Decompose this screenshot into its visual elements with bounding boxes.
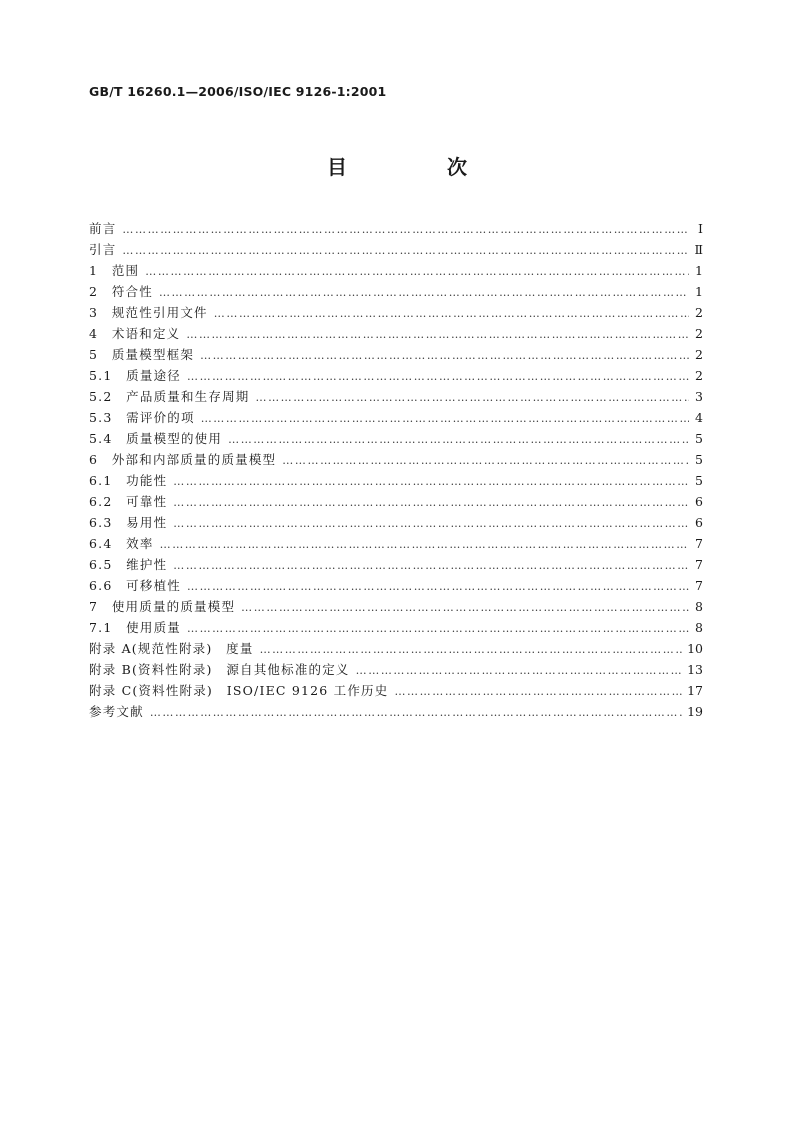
toc-entry-page: 2 bbox=[695, 305, 703, 320]
toc-title: 目 次 bbox=[327, 155, 507, 179]
toc-entry-normative-references[interactable] bbox=[89, 302, 703, 323]
toc-entry-page: 17 bbox=[687, 683, 703, 698]
toc-entry-6-2[interactable] bbox=[89, 491, 703, 512]
toc-entry-page: 13 bbox=[687, 662, 703, 677]
toc-entry-page: 2 bbox=[695, 326, 703, 341]
toc-entry-7-1[interactable] bbox=[89, 617, 703, 638]
toc-leader-dots bbox=[200, 345, 689, 366]
toc-leader-dots bbox=[122, 219, 689, 240]
toc-entry-label: 4 术语和定义 bbox=[89, 326, 181, 341]
toc-entry-label: 5.4 质量模型的使用 bbox=[89, 431, 223, 446]
toc-entry-label: 参考文献 bbox=[89, 704, 144, 719]
toc-entry-6-3[interactable] bbox=[89, 512, 703, 533]
table-of-contents bbox=[89, 218, 703, 722]
toc-leader-dots bbox=[187, 576, 689, 597]
toc-entry-label: 6.1 功能性 bbox=[89, 473, 168, 488]
toc-entry-annex-c[interactable] bbox=[89, 680, 703, 701]
toc-entry-label: 3 规范性引用文件 bbox=[89, 305, 208, 320]
toc-entry-label: 5.1 质量途径 bbox=[89, 368, 181, 383]
toc-leader-dots bbox=[173, 513, 689, 534]
toc-entry-introduction[interactable] bbox=[89, 239, 703, 260]
toc-entry-6-6[interactable] bbox=[89, 575, 703, 596]
toc-entry-label: 附录 B(资料性附录) 源自其他标准的定义 bbox=[89, 662, 350, 677]
toc-leader-dots bbox=[173, 492, 689, 513]
toc-leader-dots bbox=[260, 639, 684, 660]
toc-entry-label: 6.3 易用性 bbox=[89, 515, 168, 530]
toc-entry-label: 5.2 产品质量和生存周期 bbox=[89, 389, 250, 404]
toc-entry-5-4[interactable] bbox=[89, 428, 703, 449]
toc-entry-page: 6 bbox=[695, 515, 703, 530]
toc-leader-dots bbox=[186, 324, 689, 345]
toc-entry-page: 7 bbox=[695, 578, 703, 593]
toc-leader-dots bbox=[173, 471, 689, 492]
toc-entry-label: 7.1 使用质量 bbox=[89, 620, 181, 635]
toc-entry-page: 6 bbox=[695, 494, 703, 509]
toc-entry-6-5[interactable] bbox=[89, 554, 703, 575]
toc-entry-page: 4 bbox=[695, 410, 703, 425]
toc-entry-page: 7 bbox=[695, 557, 703, 572]
toc-entry-annex-a[interactable] bbox=[89, 638, 703, 659]
toc-leader-dots bbox=[228, 429, 689, 450]
toc-leader-dots bbox=[255, 387, 689, 408]
toc-entry-label: 5 质量模型框架 bbox=[89, 347, 195, 362]
toc-leader-dots bbox=[356, 660, 683, 681]
toc-entry-label: 5.3 需评价的项 bbox=[89, 410, 195, 425]
toc-entry-6-4[interactable] bbox=[89, 533, 703, 554]
toc-entry-page: Ⅰ bbox=[698, 221, 703, 236]
toc-entry-label: 6.5 维护性 bbox=[89, 557, 168, 572]
toc-entry-page: 1 bbox=[695, 284, 703, 299]
toc-entry-label: 2 符合性 bbox=[89, 284, 153, 299]
toc-entry-page: 8 bbox=[695, 599, 703, 614]
toc-entry-5-2[interactable] bbox=[89, 386, 703, 407]
toc-entry-page: 1 bbox=[695, 263, 703, 278]
toc-entry-6[interactable] bbox=[89, 449, 703, 470]
toc-entry-label: 引言 bbox=[89, 242, 117, 257]
toc-leader-dots bbox=[394, 681, 683, 702]
toc-entry-6-1[interactable] bbox=[89, 470, 703, 491]
toc-entry-quality-model-framework[interactable] bbox=[89, 344, 703, 365]
toc-entry-label: 前言 bbox=[89, 221, 117, 236]
toc-leader-dots bbox=[241, 597, 689, 618]
toc-entry-label: 6.6 可移植性 bbox=[89, 578, 181, 593]
toc-entry-page: 5 bbox=[695, 473, 703, 488]
toc-entry-page: 2 bbox=[695, 368, 703, 383]
toc-leader-dots bbox=[159, 282, 689, 303]
toc-entry-label: 附录 A(规范性附录) 度量 bbox=[89, 641, 254, 656]
toc-entry-page: 5 bbox=[695, 452, 703, 467]
toc-entry-page: 10 bbox=[687, 641, 703, 656]
toc-entry-label: 6.4 效率 bbox=[89, 536, 154, 551]
toc-entry-annex-b[interactable] bbox=[89, 659, 703, 680]
toc-leader-dots bbox=[122, 240, 689, 261]
toc-leader-dots bbox=[282, 450, 689, 471]
toc-leader-dots bbox=[150, 702, 683, 723]
toc-entry-label: 6.2 可靠性 bbox=[89, 494, 168, 509]
toc-entry-page: Ⅱ bbox=[694, 242, 703, 257]
toc-leader-dots bbox=[201, 408, 689, 429]
toc-entry-label: 7 使用质量的质量模型 bbox=[89, 599, 236, 614]
toc-entry-7[interactable] bbox=[89, 596, 703, 617]
toc-entry-page: 5 bbox=[695, 431, 703, 446]
toc-entry-label: 附录 C(资料性附录) ISO/IEC 9126 工作历史 bbox=[89, 683, 389, 698]
toc-entry-foreword[interactable] bbox=[89, 218, 703, 239]
toc-entry-5-1[interactable] bbox=[89, 365, 703, 386]
toc-entry-terms-definitions[interactable] bbox=[89, 323, 703, 344]
toc-entry-page: 2 bbox=[695, 347, 703, 362]
toc-entry-page: 8 bbox=[695, 620, 703, 635]
toc-entry-bibliography[interactable] bbox=[89, 701, 703, 722]
toc-leader-dots bbox=[214, 303, 689, 324]
toc-entry-page: 3 bbox=[695, 389, 703, 404]
standard-number: GB/T 16260.1—2006/ISO/IEC 9126-1:2001 bbox=[89, 84, 387, 99]
toc-leader-dots bbox=[187, 618, 689, 639]
toc-leader-dots bbox=[173, 555, 689, 576]
toc-entry-page: 19 bbox=[687, 704, 703, 719]
toc-leader-dots bbox=[160, 534, 689, 555]
toc-entry-conformance[interactable] bbox=[89, 281, 703, 302]
toc-leader-dots bbox=[187, 366, 689, 387]
toc-entry-label: 6 外部和内部质量的质量模型 bbox=[89, 452, 277, 467]
toc-entry-5-3[interactable] bbox=[89, 407, 703, 428]
toc-entry-scope[interactable] bbox=[89, 260, 703, 281]
toc-leader-dots bbox=[145, 261, 689, 282]
toc-entry-page: 7 bbox=[695, 536, 703, 551]
toc-entry-label: 1 范围 bbox=[89, 263, 140, 278]
